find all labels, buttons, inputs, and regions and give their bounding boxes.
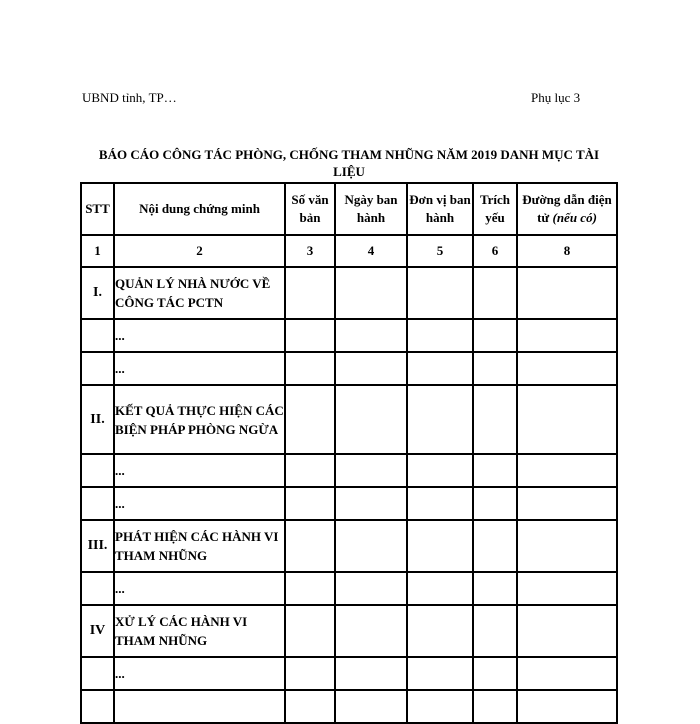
empty-cell (285, 454, 335, 487)
table-row (81, 385, 617, 454)
empty-cell (473, 454, 517, 487)
empty-cell (473, 385, 517, 454)
row-content: ... (114, 454, 285, 487)
empty-cell (335, 605, 407, 657)
empty-cell (285, 319, 335, 352)
empty-cell (285, 605, 335, 657)
empty-cell (407, 605, 473, 657)
column-header-link-text: Đường dẫn điện tử (522, 192, 612, 225)
empty-cell (335, 267, 407, 319)
table-row (81, 267, 617, 319)
row-content: KẾT QUẢ THỰC HIỆN CÁC BIỆN PHÁP PHÒNG NGỪA (114, 385, 285, 454)
empty-cell (335, 572, 407, 605)
empty-cell (517, 352, 617, 385)
column-number-row (81, 235, 617, 267)
column-number: 2 (114, 235, 285, 267)
empty-cell (285, 690, 335, 723)
empty-cell (517, 319, 617, 352)
column-number: 8 (517, 235, 617, 267)
document-table (80, 182, 618, 724)
empty-cell (407, 520, 473, 572)
agency-label: UBND tỉnh, TP… (82, 90, 177, 105)
empty-cell (335, 657, 407, 690)
row-stt: III. (81, 520, 114, 572)
table-row (81, 572, 617, 605)
table-row (81, 487, 617, 520)
empty-cell (473, 690, 517, 723)
row-content: ... (114, 572, 285, 605)
row-stt: IV (81, 605, 114, 657)
row-content: ... (114, 352, 285, 385)
column-header-link (517, 183, 617, 235)
row-stt (81, 319, 114, 352)
empty-cell (285, 520, 335, 572)
row-content: PHÁT HIỆN CÁC HÀNH VI THAM NHŨNG (114, 520, 285, 572)
row-content: ... (114, 487, 285, 520)
table-row (81, 454, 617, 487)
row-content: ... (114, 657, 285, 690)
empty-cell (407, 352, 473, 385)
column-header-issue-date: Ngày ban hành (335, 183, 407, 235)
row-content: XỬ LÝ CÁC HÀNH VI THAM NHŨNG (114, 605, 285, 657)
empty-cell (517, 520, 617, 572)
empty-cell (517, 385, 617, 454)
empty-cell (473, 657, 517, 690)
empty-cell (285, 352, 335, 385)
column-number: 3 (285, 235, 335, 267)
column-number: 5 (407, 235, 473, 267)
empty-cell (335, 352, 407, 385)
empty-cell (473, 352, 517, 385)
empty-cell (335, 319, 407, 352)
empty-cell (517, 572, 617, 605)
empty-cell (517, 605, 617, 657)
row-content: ... (114, 319, 285, 352)
empty-cell (517, 267, 617, 319)
appendix-label: Phụ lục 3 (531, 90, 581, 105)
column-header-issuer: Đơn vị ban hành (407, 183, 473, 235)
column-header-stt: STT (81, 183, 114, 235)
empty-cell (407, 572, 473, 605)
empty-cell (517, 454, 617, 487)
row-stt: I. (81, 267, 114, 319)
empty-cell (285, 657, 335, 690)
empty-cell (473, 520, 517, 572)
report-title: BÁO CÁO CÔNG TÁC PHÒNG, CHỐNG THAM NHŨNG NĂM 2019 DANH MỤC TÀI LIỆU (98, 147, 600, 179)
empty-cell (407, 385, 473, 454)
row-stt (81, 657, 114, 690)
row-stt (81, 352, 114, 385)
column-number: 1 (81, 235, 114, 267)
empty-cell (517, 487, 617, 520)
row-stt (81, 454, 114, 487)
empty-cell (473, 572, 517, 605)
header-row (81, 183, 617, 235)
empty-cell (517, 657, 617, 690)
row-content (114, 690, 285, 723)
empty-cell (473, 487, 517, 520)
table-row (81, 605, 617, 657)
empty-cell (285, 385, 335, 454)
table-row (81, 520, 617, 572)
row-content: QUẢN LÝ NHÀ NƯỚC VỀ CÔNG TÁC PCTN (114, 267, 285, 319)
table-row (81, 690, 617, 723)
empty-cell (335, 385, 407, 454)
empty-cell (407, 267, 473, 319)
empty-cell (517, 690, 617, 723)
empty-cell (335, 690, 407, 723)
empty-cell (473, 605, 517, 657)
column-number: 4 (335, 235, 407, 267)
empty-cell (335, 520, 407, 572)
empty-cell (285, 572, 335, 605)
empty-cell (335, 454, 407, 487)
table-row (81, 319, 617, 352)
empty-cell (407, 454, 473, 487)
empty-cell (473, 319, 517, 352)
column-header-doc-number: Số văn bản (285, 183, 335, 235)
column-number: 6 (473, 235, 517, 267)
empty-cell (473, 267, 517, 319)
table-row (81, 657, 617, 690)
empty-cell (285, 267, 335, 319)
row-stt (81, 487, 114, 520)
empty-cell (407, 319, 473, 352)
table-row (81, 352, 617, 385)
empty-cell (407, 690, 473, 723)
empty-cell (407, 487, 473, 520)
column-header-link-note: (nếu có) (552, 210, 597, 225)
row-stt: II. (81, 385, 114, 454)
empty-cell (335, 487, 407, 520)
column-header-content: Nội dung chứng minh (114, 183, 285, 235)
row-stt (81, 572, 114, 605)
column-header-summary: Trích yếu (473, 183, 517, 235)
empty-cell (285, 487, 335, 520)
row-stt (81, 690, 114, 723)
empty-cell (407, 657, 473, 690)
